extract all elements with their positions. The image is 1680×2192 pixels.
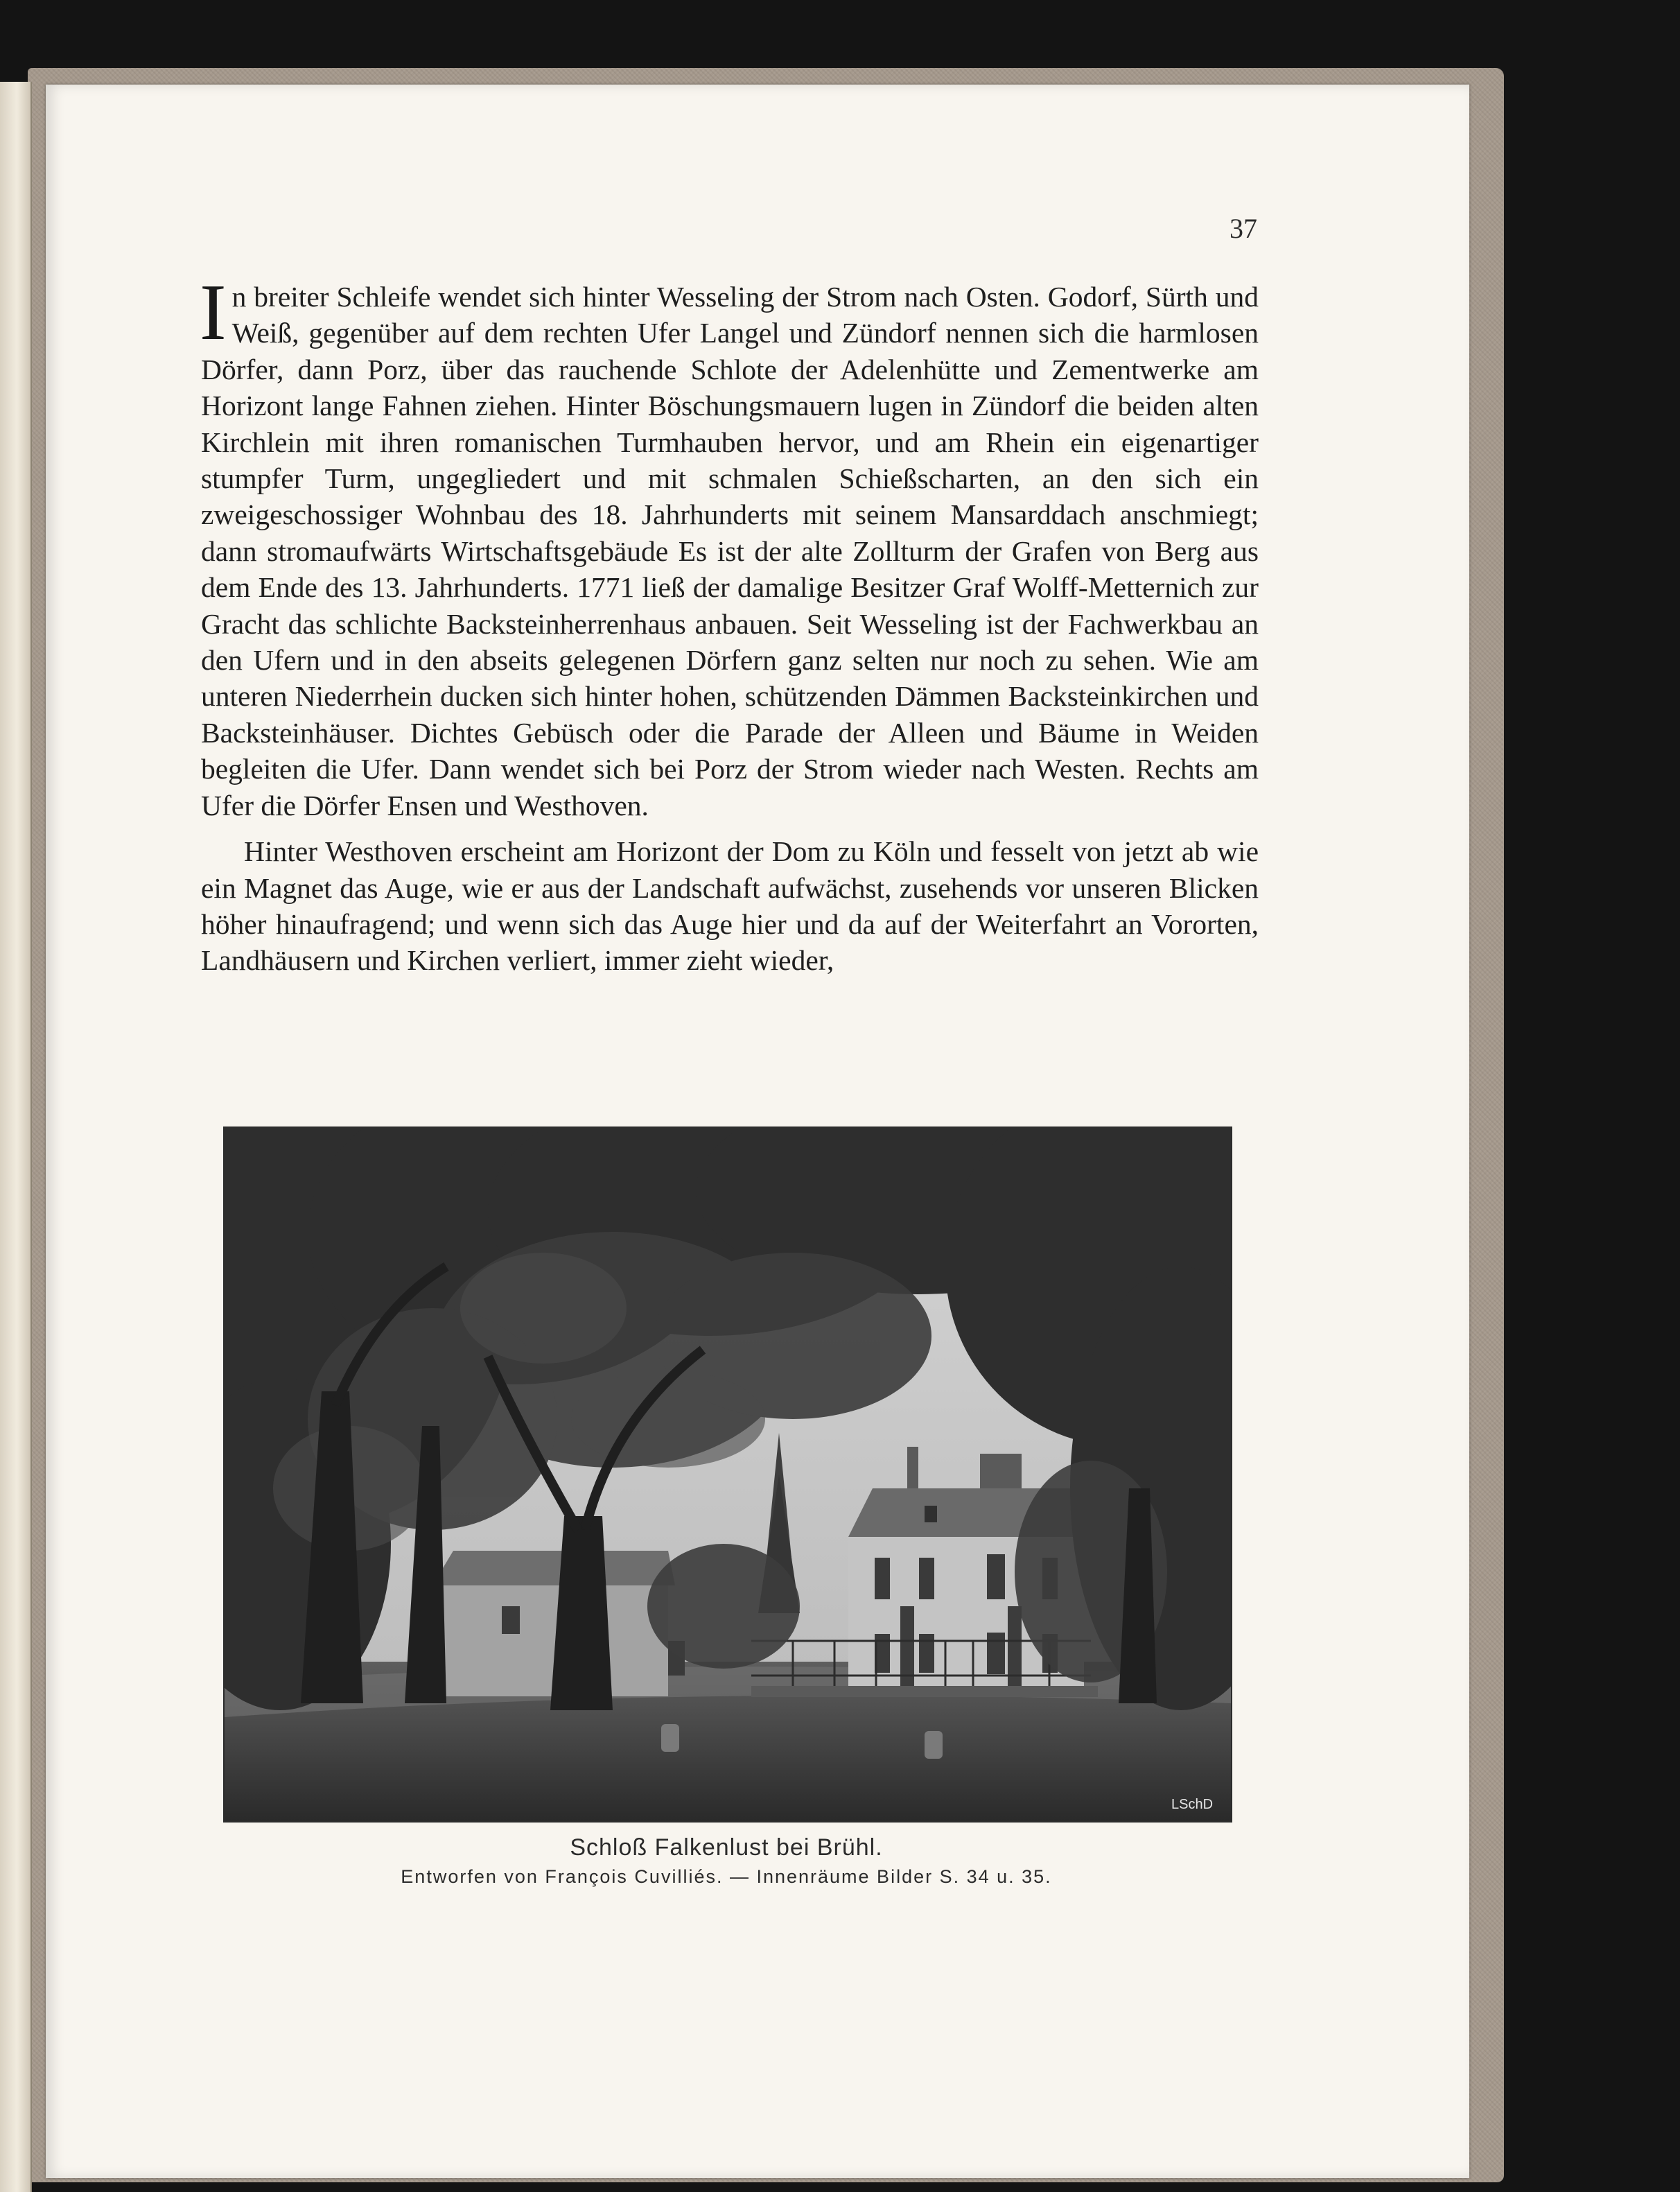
drop-cap: I [200,268,227,357]
paragraph [201,833,1259,979]
paragraph-2-text: Hinter Westhoven erscheint am Horizont der Dom zu Köln und fesselt von jetzt ab wie ein Magnet das Auge, wie er aus der Landschaft aufwächst, zusehends vor unseren Blicken höher hinaufragend; und wenn sich das Auge hier und da auf der Weiterfahrt an Vororten, Landhäusern und Kirchen verliert, immer zieht wieder, [201,835,1259,977]
figure-caption-subtitle: Entworfen von François Cuvilliés. — Innenräume Bilder S. 34 u. 35. [401,1866,1052,1887]
paragraph-1-text: n breiter Schleife wendet sich hinter Wesseling der Strom nach Osten. Godorf, Sürth und Weiß, gegenüber auf dem rechten Ufer Langel und Zündorf nennen sich die harmlosen Dörfer, dann Porz, über das rauchende Schlote der Adelenhütte und Zementwerke am Horizont lange Fahnen ziehen. Hinter Böschungsmauern lugen in Zündorf die beiden alten Kirchlein mit ihren romanischen Turmhauben hervor, und am Rhein ein eigenartiger stumpfer Turm, ungegliedert und mit schmalen Schießscharten, an den sich ein zweigeschossiger Wohnbau des 18. Jahrhunderts mit seinem Mansarddach anschmiegt; dann stromaufwärts Wirtschaftsgebäude Es ist der alte Zollturm der Grafen von Berg aus dem Ende des 13. Jahrhunderts. 1771 ließ der damalige Besitzer Graf Wolff-Metternich zur Gracht das schlichte Backsteinherrenhaus anbauen. Seit Wesseling ist der Fachwerkbau an den Ufern und in den abseits gelegenen Dörfern ganz selten nur noch zu sehen. Wie am unteren Niederrhein ducken sich hinter hohen, schützenden Dämmen Backsteinkirchen und Backsteinhäuser. Dichtes Gebüsch oder die Parade der Alleen und Bäume in Weiden begleiten die Ufer. Dann wendet sich bei Porz der Strom wieder nach Westen. Rechts am Ufer die Dörfer Ensen und Westhoven. [201,281,1259,821]
photograph-schloss-falkenlust [223,1127,1232,1823]
body-text [200,268,1259,989]
photo-signature: LSchD [1171,1797,1214,1812]
figure-caption-title: Schloß Falkenlust bei Brühl. [570,1834,883,1861]
paragraph [200,268,1259,824]
facing-page-edge [0,82,32,2192]
page-number: 37 [1230,213,1257,244]
